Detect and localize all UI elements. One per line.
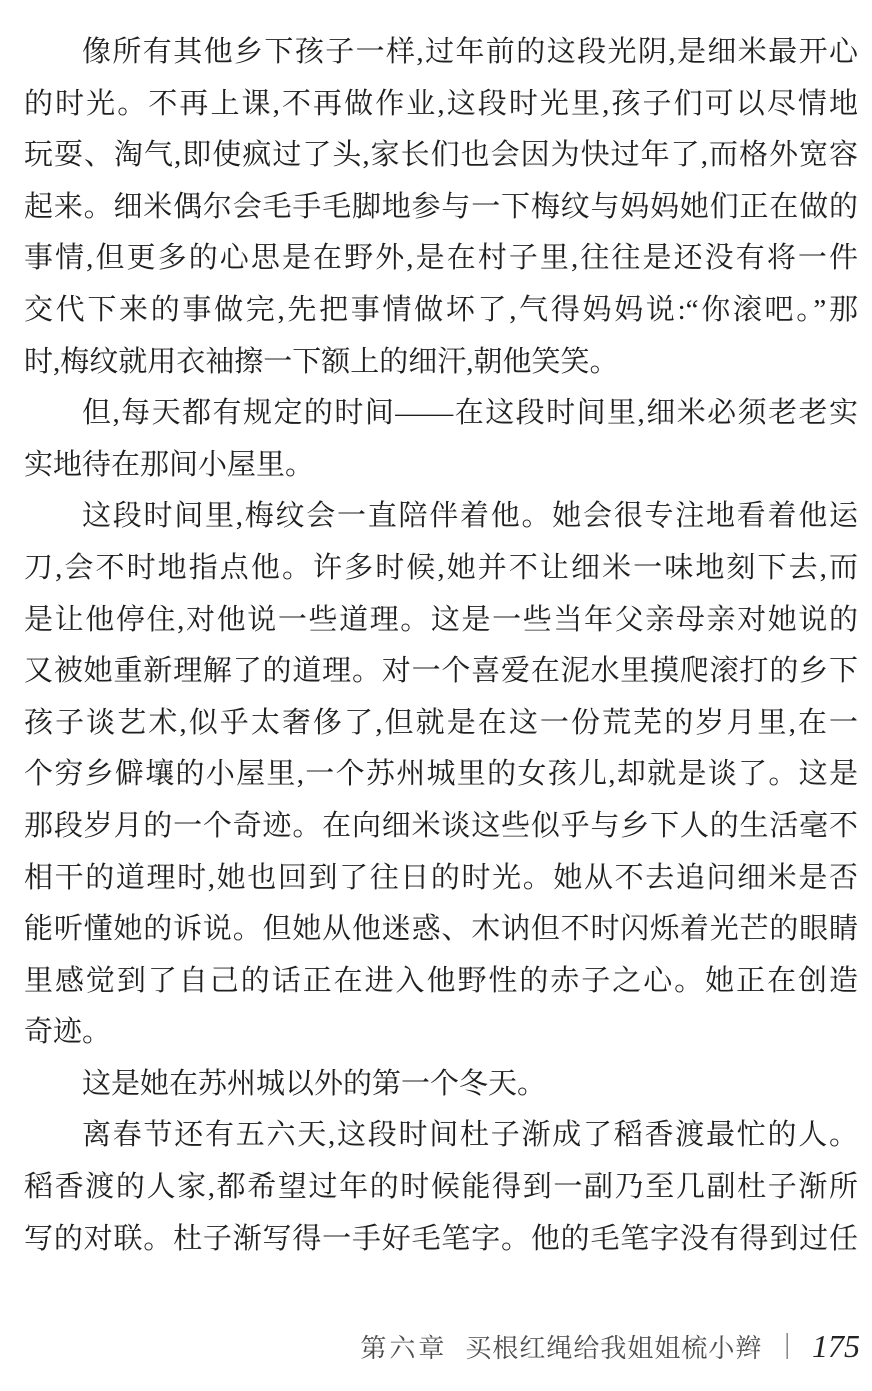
text-line: 孩子谈艺术,似乎太奢侈了,但就是在这一份荒芜的岁月里,在一	[24, 706, 858, 739]
text-line: 起来。细米偶尔会毛手毛脚地参与一下梅纹与妈妈她们正在做的	[24, 190, 858, 223]
text-line: 这段时间里,梅纹会一直陪伴着他。她会很专注地看着他运	[82, 500, 858, 533]
text-line: 时,梅纹就用衣袖擦一下额上的细汗,朝他笑笑。	[24, 345, 619, 378]
text-line: 能听懂她的诉说。但她从他迷惑、木讷但不时闪烁着光芒的眼睛	[24, 913, 858, 946]
text-line: 相干的道理时,她也回到了往日的时光。她从不去追问细米是否	[24, 861, 858, 894]
text-line: 是让他停住,对他说一些道理。这是一些当年父亲母亲对她说的	[24, 603, 858, 636]
text-line: 写的对联。杜子渐写得一手好毛笔字。他的毛笔字没有得到过任	[24, 1222, 858, 1255]
page-footer	[360, 1328, 860, 1365]
text-line: 交代下来的事做完,先把事情做坏了,气得妈妈说:“你滚吧。”那	[24, 293, 858, 326]
text-line: 稻香渡的人家,都希望过年的时候能得到一副乃至几副杜子渐所	[24, 1171, 858, 1204]
footer-separator: |	[784, 1328, 790, 1360]
page-number: 175	[812, 1328, 860, 1364]
text-line: 奇迹。	[24, 1016, 112, 1049]
text-line: 个穷乡僻壤的小屋里,一个苏州城里的女孩儿,却就是谈了。这是	[24, 758, 858, 791]
chapter-title: 买根红绳给我姐姐梳小辫	[465, 1334, 763, 1363]
text-line: 像所有其他乡下孩子一样,过年前的这段光阴,是细米最开心	[82, 36, 858, 68]
text-line: 事情,但更多的心思是在野外,是在村子里,往往是还没有将一件	[24, 242, 858, 275]
text-line: 但,每天都有规定的时间——在这段时间里,细米必须老老实	[82, 397, 858, 430]
text-line: 又被她重新理解了的道理。对一个喜爱在泥水里摸爬滚打的乡下	[24, 655, 858, 688]
text-line: 离春节还有五六天,这段时间杜子渐成了稻香渡最忙的人。	[82, 1119, 858, 1152]
text-line: 刀,会不时地指点他。许多时候,她并不让细米一味地刻下去,而	[24, 551, 858, 584]
text-line: 玩耍、淘气,即使疯过了头,家长们也会因为快过年了,而格外宽容	[24, 139, 858, 172]
text-line: 那段岁月的一个奇迹。在向细米谈这些似乎与乡下人的生活毫不	[24, 809, 858, 842]
text-line: 里感觉到了自己的话正在进入他野性的赤子之心。她正在创造	[24, 964, 858, 997]
text-line: 的时光。不再上课,不再做作业,这段时光里,孩子们可以尽情地	[24, 87, 858, 120]
text-line: 实地待在那间小屋里。	[24, 448, 315, 481]
page-body	[24, 27, 858, 1265]
chapter-label: 第六章	[360, 1334, 448, 1363]
text-line: 这是她在苏州城以外的第一个冬天。	[82, 1067, 547, 1100]
